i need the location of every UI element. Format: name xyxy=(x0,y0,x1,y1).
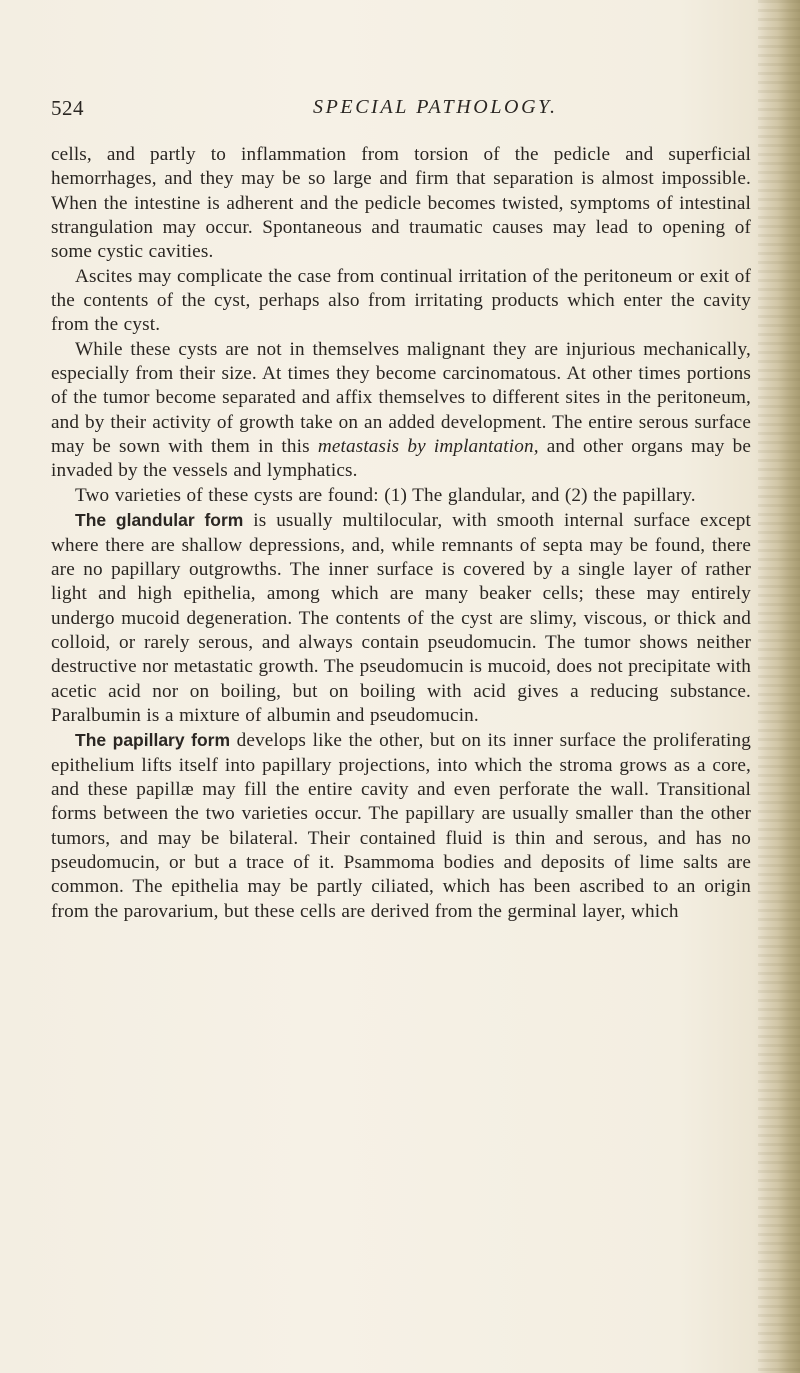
paragraph-text: is usually multilocular, with smooth internal surface except where there are shallow depressions, and, while remnants of septa may be found, there are no papillary outgrowths. The inner surface is covered by a single layer of rather light and high epithelia, among which are many beaker cells; these may entirely undergo mucoid degeneration. The contents of the cyst are slimy, viscous, or thick and colloid, or rarely serous, and always contain pseudomucin. The tumor shows neither destructive nor metastatic growth. The pseudomucin is mucoid, does not precipitate with acetic acid nor on boiling, but on boiling with acid gives a reducing substance. Paralbumin is a mixture of albumin and pseudomucin. xyxy=(51,510,751,726)
paragraph-text: Ascites may complicate the case from continual irritation of the peritoneum or exit of the contents of the cyst, perhaps also from irritating products which enter the cavity from the cyst. xyxy=(51,265,751,336)
paragraph-glandular-form xyxy=(51,508,751,728)
running-head xyxy=(51,96,751,126)
paragraph-papillary-form xyxy=(51,728,751,924)
page-edge-shadow xyxy=(758,0,800,1373)
paragraph-text: While these cysts are not in themselves malignant they are injurious mechanically, especially from their size. At times they become carcinomatous. At other times portions of the tumor become separated and affix themselves to different sites in the peritoneum, and by their activity of growth take on an added development. The entire serous surface may be sown with them in this xyxy=(51,338,751,458)
section-lead-glandular: The glandular form xyxy=(75,510,244,531)
page-number: 524 xyxy=(51,96,84,120)
paragraph-complications-cont xyxy=(51,143,751,265)
paragraph-varieties xyxy=(51,484,751,508)
running-title: SPECIAL PATHOLOGY. xyxy=(313,96,558,118)
section-lead-papillary: The papillary form xyxy=(75,730,230,751)
paragraph-text: cells, and partly to inflammation from torsion of the pedicle and superficial hemorrhages, and they may be so large and firm that separation is almost impossible. When the intestine is adherent and the pedicle becomes twisted, symptoms of intestinal strangulation may occur. Spontaneous and traumatic causes may lead to opening of some cystic cavities. xyxy=(51,144,751,263)
paragraph-text: and other organs may be invaded by the vessels and lymphatics. xyxy=(51,436,752,482)
body-text xyxy=(51,143,751,924)
paragraph-malignancy xyxy=(51,338,751,484)
paragraph-text: develops like the other, but on its inner surface the proliferating epithelium lifts itself into papillary projections, into which the stroma grows as a core, and these papillæ may fill the entire cavity and even perforate the wall. Transitional forms between the two varieties occur. The papillary are usually smaller than the other tumors, and may be bilateral. Their contained fluid is thin and serous, and has no pseudomucin, or but a trace of it. Psammoma bodies and deposits of lime salts are common. The epithelia may be partly ciliated, which has been ascribed to an origin from the parovarium, but these cells are derived from the germinal layer, which xyxy=(51,730,751,922)
italic-term: metastasis by implantation, xyxy=(317,436,539,458)
paragraph-ascites xyxy=(51,265,751,338)
paragraph-text: Two varieties of these cysts are found: (1) The glandular, and (2) the papillary. xyxy=(75,484,696,506)
